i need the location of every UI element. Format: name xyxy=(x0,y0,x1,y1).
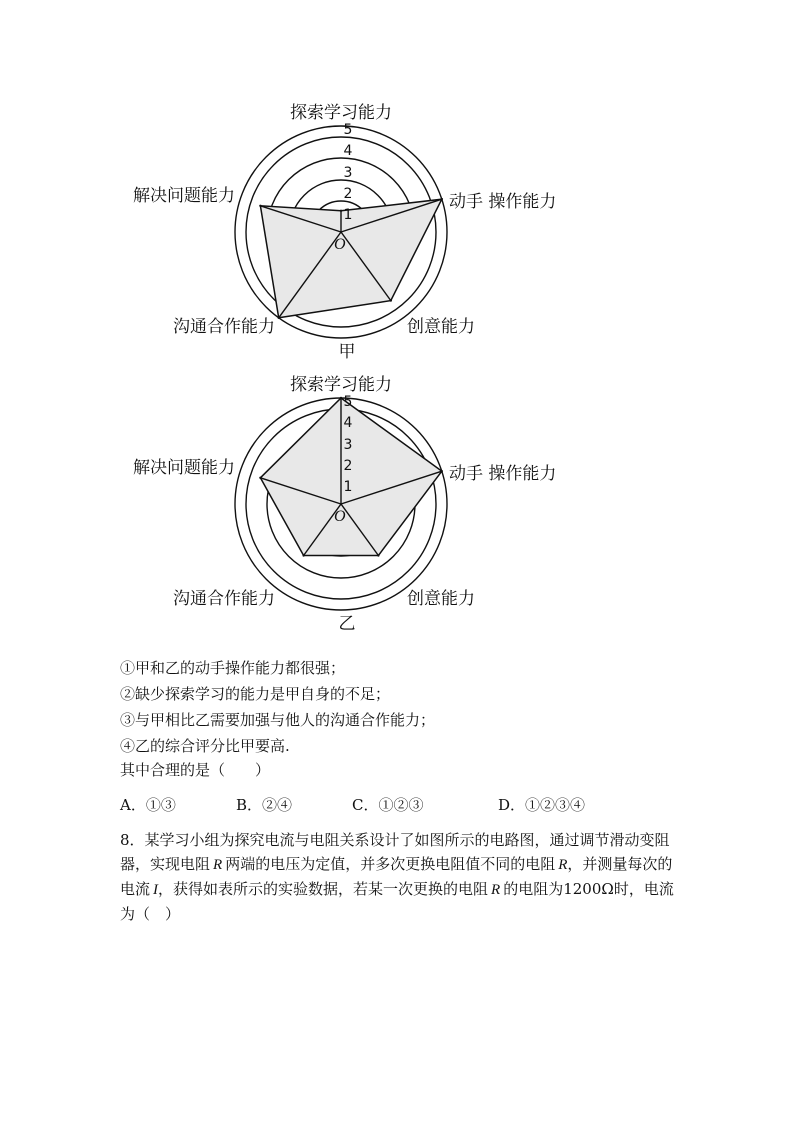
radar-axis-label: 探索学习能力 xyxy=(290,375,392,395)
radar-axis-label: 解决问题能力 xyxy=(133,458,235,478)
radar-tick-label: 3 xyxy=(343,165,353,181)
statement-1: ①甲和乙的动手操作能力都很强； xyxy=(120,659,346,677)
question-8 xyxy=(120,828,680,926)
radar-data-point xyxy=(441,198,443,200)
radar-data-point xyxy=(340,210,342,212)
radar-data-point xyxy=(441,470,443,472)
option-c[interactable]: C．①②③ xyxy=(352,796,424,814)
radar-data-point xyxy=(340,397,342,399)
q8-text-5: 的电阻为1200Ω时，电流为（ ） xyxy=(120,880,674,923)
question-prompt: 其中合理的是（ ） xyxy=(120,761,271,779)
radar-axis-label: 沟通合作能力 xyxy=(173,317,275,337)
var-r: R xyxy=(491,882,501,898)
q8-text-4: ，获得如表所示的实验数据，若某一次更换的电阻 xyxy=(158,880,489,898)
var-i: I xyxy=(153,882,159,898)
var-r: R xyxy=(558,857,568,873)
option-d[interactable]: D．①②③④ xyxy=(498,796,586,814)
radar-tick-label: 3 xyxy=(343,437,353,453)
radar-tick-label: 2 xyxy=(343,186,353,202)
radar-data-point xyxy=(302,554,304,556)
option-b[interactable]: B．②④ xyxy=(236,796,293,814)
statement-4: ④乙的综合评分比甲要高. xyxy=(120,737,290,755)
option-a[interactable]: A．①③ xyxy=(120,796,176,814)
var-r: R xyxy=(213,857,223,873)
radar-chart-yi xyxy=(0,272,794,632)
radar-tick-label: 2 xyxy=(343,458,353,474)
radar-tick-label: 1 xyxy=(343,207,353,223)
statement-2: ②缺少探索学习的能力是甲自身的不足； xyxy=(120,685,391,703)
radar-axis-label: 动手 操作能力 xyxy=(449,192,557,212)
origin-label: O xyxy=(334,236,346,253)
chart-caption-yi: 乙 xyxy=(338,614,356,634)
radar-axis-label: 探索学习能力 xyxy=(290,103,392,123)
radar-axis-label: 动手 操作能力 xyxy=(449,464,557,484)
q8-text-1: 8．某学习小组为探究电流与电阻关系设计了如图所示的电路图，通过调节滑动变阻器，实现电阻 xyxy=(120,831,670,873)
radar-tick-label: 4 xyxy=(343,143,353,159)
q8-text-3: ，并测量每次的电流 xyxy=(120,855,673,898)
radar-data-point xyxy=(259,205,261,207)
statement-3: ③与甲相比乙需要加强与他人的沟通合作能力； xyxy=(120,711,436,729)
radar-axis-label: 解决问题能力 xyxy=(133,186,235,206)
q8-text-2: 两端的电压为定值，并多次更换电阻值不同的电阻 xyxy=(225,855,556,873)
radar-data-point xyxy=(377,554,379,556)
radar-axis-label: 创意能力 xyxy=(407,589,475,609)
radar-tick-label: 5 xyxy=(343,122,353,138)
radar-tick-label: 1 xyxy=(343,479,353,495)
chart-caption-jia: 甲 xyxy=(338,342,356,362)
radar-axis-label: 创意能力 xyxy=(407,317,475,337)
origin-label: O xyxy=(334,508,346,525)
radar-axis-label: 沟通合作能力 xyxy=(173,589,275,609)
radar-tick-label: 4 xyxy=(343,415,353,431)
radar-tick-label: 5 xyxy=(343,394,353,410)
radar-data-point xyxy=(259,477,261,479)
